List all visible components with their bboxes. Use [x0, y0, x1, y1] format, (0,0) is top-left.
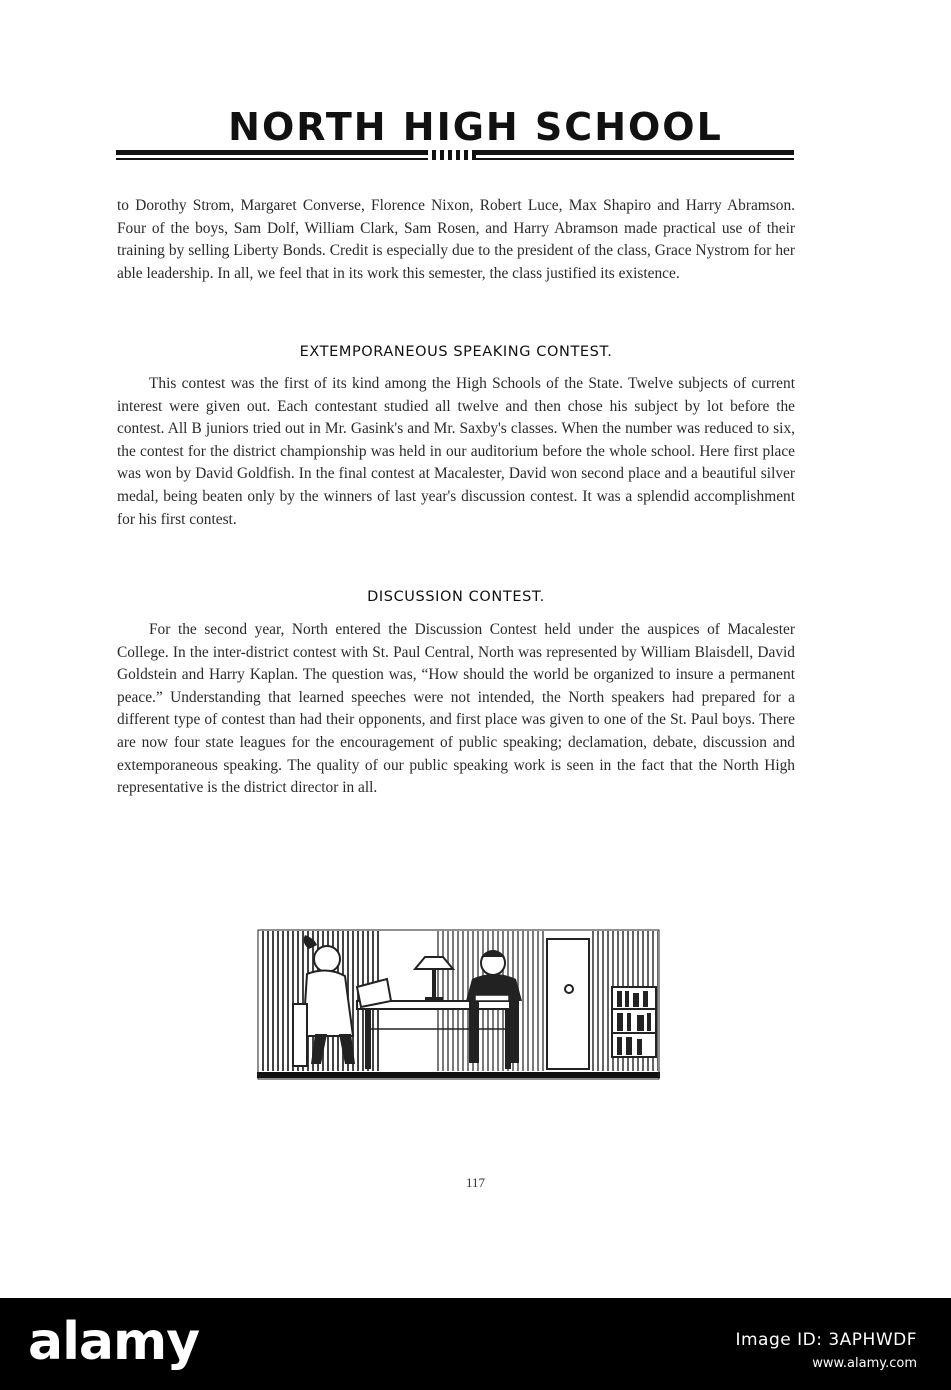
- study-scene-illustration: [257, 929, 660, 1080]
- watermark-bar: [0, 1298, 951, 1390]
- door: [547, 939, 589, 1069]
- floor-line: [257, 1072, 660, 1078]
- page-title: NORTH HIGH SCHOOL: [228, 105, 723, 149]
- watermark-url: www.alamy.com: [812, 1356, 917, 1371]
- discussion-heading: DISCUSSION CONTEST.: [367, 589, 545, 605]
- extemporaneous-paragraph: This contest was the first of its kind among the High Schools of the State. Twelve subjects of current interest were given out. Each contestant studied all twelve and then chose his subject by lot before the contest. All B juniors tried out in Mr. Gasink's and Mr. Saxby's classes. When the number was reduced to six, the contest for the district championship was held in our auditorium before the whole school. Here first place was won by David Goldfish. In the final contest at Macalester, David won second place and a beautiful silver medal, being beaten only by the winners of last year's discussion contest. It was a splendid accomplishment for his first contest.: [117, 375, 795, 528]
- image-id: Image ID: 3APHWDF: [735, 1330, 917, 1350]
- extemporaneous-heading: EXTEMPORANEOUS SPEAKING CONTEST.: [299, 344, 613, 360]
- title-rule-ornament: [428, 150, 476, 160]
- bookshelf: [612, 987, 656, 1057]
- discussion-paragraph: For the second year, North entered the Discussion Contest held under the auspices of Macalester College. In the inter-district contest with St. Paul Central, North was represented by William Blaisdell, David Goldstein and Harry Kaplan. The question was, “How should the world be organized to insure a permanent peace.” Understanding that learned speeches were not intended, the North speakers had prepared for a different type of contest than had their opponents, and first place was given to one of the St. Paul boys. There are now four state leagues for the encouragement of public speaking; declamation, debate, discussion and extemporaneous speaking. The quality of our public speaking work is seen in the fact that the North High representative is the district director in all.: [117, 621, 795, 797]
- intro-paragraph: to Dorothy Strom, Margaret Converse, Florence Nixon, Robert Luce, Max Shapiro and Harry Abramson. Four of the boys, Sam Dolf, William Clark, Sam Rosen, and Harry Abramson made practical use of their training by selling Liberty Bonds. Credit is especially due to the president of the class, Grace Nystrom for her able leadership. In all, we feel that in its work this semester, the class justified its existence.: [117, 197, 795, 282]
- alamy-logo: alamy: [28, 1312, 200, 1372]
- page-number: 117: [465, 1175, 486, 1190]
